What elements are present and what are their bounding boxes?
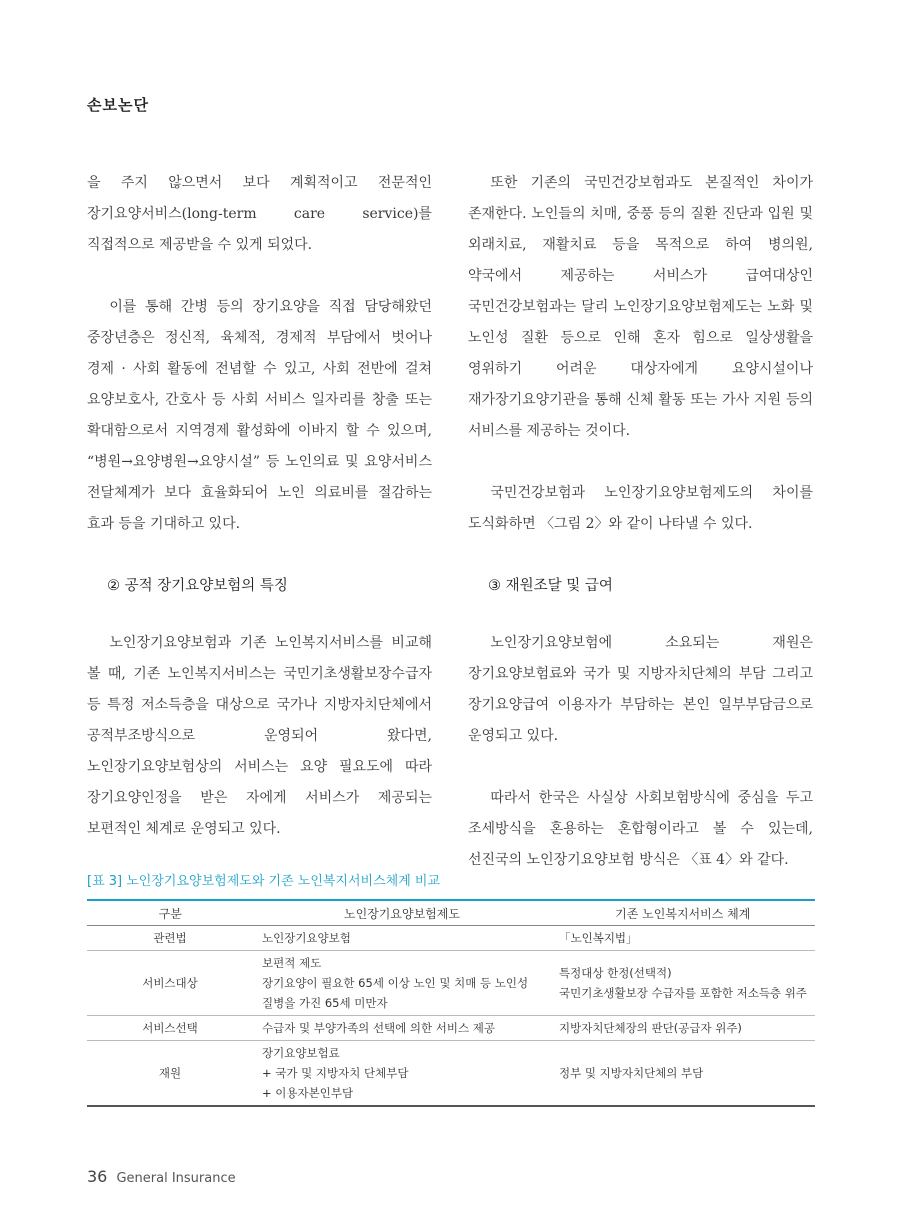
right-column xyxy=(468,168,813,907)
paragraph: 국민건강보험과 노인장기요양보험제도의 차이를 도식화하면 〈그림 2〉와 같이 나타낼 수 있다. xyxy=(468,485,813,532)
publication-name: General Insurance xyxy=(116,1171,236,1186)
cell-line: 국민기초생활보장 수급자를 포함한 저소득층 위주 xyxy=(559,986,807,1000)
cell-line: 보편적 제도 xyxy=(262,956,322,970)
section-title: 손보논단 xyxy=(87,96,149,114)
section-heading: ② 공적 장기요양보험의 특징 xyxy=(107,578,288,594)
paragraph: 을 주지 않으면서 보다 계획적이고 전문적인 장기요양서비스(long-term care service)를 직접적으로 제공받을 수 있게 되었다. xyxy=(87,175,432,253)
section-heading: ③ 재원조달 및 급여 xyxy=(488,578,613,594)
page-number: 36 xyxy=(87,1167,108,1186)
cell-line: 지방자치단체장의 판단(공급자 위주) xyxy=(559,1021,742,1035)
cell-line: + 이용자본인부담 xyxy=(262,1086,354,1100)
table-row xyxy=(87,1041,815,1107)
ltc-cell xyxy=(254,951,551,1016)
column-header: 노인장기요양보험제도 xyxy=(254,900,551,926)
cell-line: 수급자 및 부양가족의 선택에 의한 서비스 제공 xyxy=(262,1021,496,1035)
row-label: 서비스선택 xyxy=(87,1016,254,1041)
row-label: 재원 xyxy=(87,1041,254,1107)
page-footer xyxy=(87,1167,236,1186)
left-column xyxy=(87,168,432,876)
table-row xyxy=(87,926,815,951)
paragraph: 또한 기존의 국민건강보험과도 본질적인 차이가 존재한다. 노인들의 치매, 중풍 등의 질환 진단과 입원 및 외래치료, 재활치료 등을 목적으로 하여 병의원, 약국에서 제공하는 서비스가 급여대상인 국민건강보험과는 달리 노인장기요양보험제도는 노화 및 노인성 질환 등으로 인해 혼자 힘으로 일상생활을 영위하기 어려운 대상자에게 요양시설이나 재가장기요양기관을 통해 신체 활동 또는 가사 지원 등의 서비스를 제공하는 것이다. xyxy=(468,175,813,439)
ltc-cell xyxy=(254,926,551,951)
ltc-cell xyxy=(254,1041,551,1107)
cell-line: 장기요양이 필요한 65세 이상 노인 및 치매 등 노인성 xyxy=(262,976,529,990)
paragraph: 노인장기요양보험에 소요되는 재원은 장기요양보험료와 국가 및 지방자치단체의 부담 그리고 장기요양급여 이용자가 부담하는 본인 일부부담금으로 운영되고 있다. xyxy=(468,635,813,744)
cell-line: + 국가 및 지방자치 단체부담 xyxy=(262,1066,409,1080)
existing-cell xyxy=(551,1016,816,1041)
comparison-table xyxy=(87,899,815,1107)
row-label: 관련법 xyxy=(87,926,254,951)
column-header: 기존 노인복지서비스 체계 xyxy=(551,900,816,926)
row-label: 서비스대상 xyxy=(87,951,254,1016)
cell-line: 장기요양보험료 xyxy=(262,1046,340,1060)
cell-line: 노인장기요양보험 xyxy=(262,931,351,945)
cell-line: 특정대상 한정(선택적) xyxy=(559,966,672,980)
cell-line: 「노인복지법」 xyxy=(559,931,638,945)
table-header-row xyxy=(87,900,815,926)
cell-line: 질병을 가진 65세 미만자 xyxy=(262,996,388,1010)
table-row xyxy=(87,1016,815,1041)
table-title: [표 3] 노인장기요양보험제도와 기존 노인복지서비스체계 비교 xyxy=(87,874,441,889)
existing-cell xyxy=(551,1041,816,1107)
column-header: 구분 xyxy=(87,900,254,926)
existing-cell xyxy=(551,951,816,1016)
paragraph: 따라서 한국은 사실상 사회보험방식에 중심을 두고 조세방식을 혼용하는 혼합형이라고 볼 수 있는데, 선진국의 노인장기요양보험 방식은 〈표 4〉와 같다. xyxy=(468,790,813,868)
cell-line: 정부 및 지방자치단체의 부담 xyxy=(559,1066,704,1080)
paragraph: 노인장기요양보험과 기존 노인복지서비스를 비교해 볼 때, 기존 노인복지서비스는 국민기초생활보장수급자 등 특정 저소득층을 대상으로 국가나 지방자치단체에서 공적부조방식으로 운영되어 왔다면, 노인장기요양보험상의 서비스는 요양 필요도에 따라 장기요양인정을 받은 자에게 서비스가 제공되는 보편적인 체계로 운영되고 있다. xyxy=(87,635,432,837)
existing-cell xyxy=(551,926,816,951)
paragraph: 이를 통해 간병 등의 장기요양을 직접 담당해왔던 중장년층은 정신적, 육체적, 경제적 부담에서 벗어나 경제 · 사회 활동에 전념할 수 있고, 사회 전반에 걸쳐 요양보호사, 간호사 등 사회 서비스 일자리를 창출 또는 확대함으로서 지역경제 활성화에 이바지 할 수 있으며, “병원→요양병원→요양시설” 등 노인의료 및 요양서비스 전달체계가 보다 효율화되어 노인 의료비를 절감하는 효과 등을 기대하고 있다. xyxy=(87,299,432,532)
ltc-cell xyxy=(254,1016,551,1041)
table-row xyxy=(87,951,815,1016)
